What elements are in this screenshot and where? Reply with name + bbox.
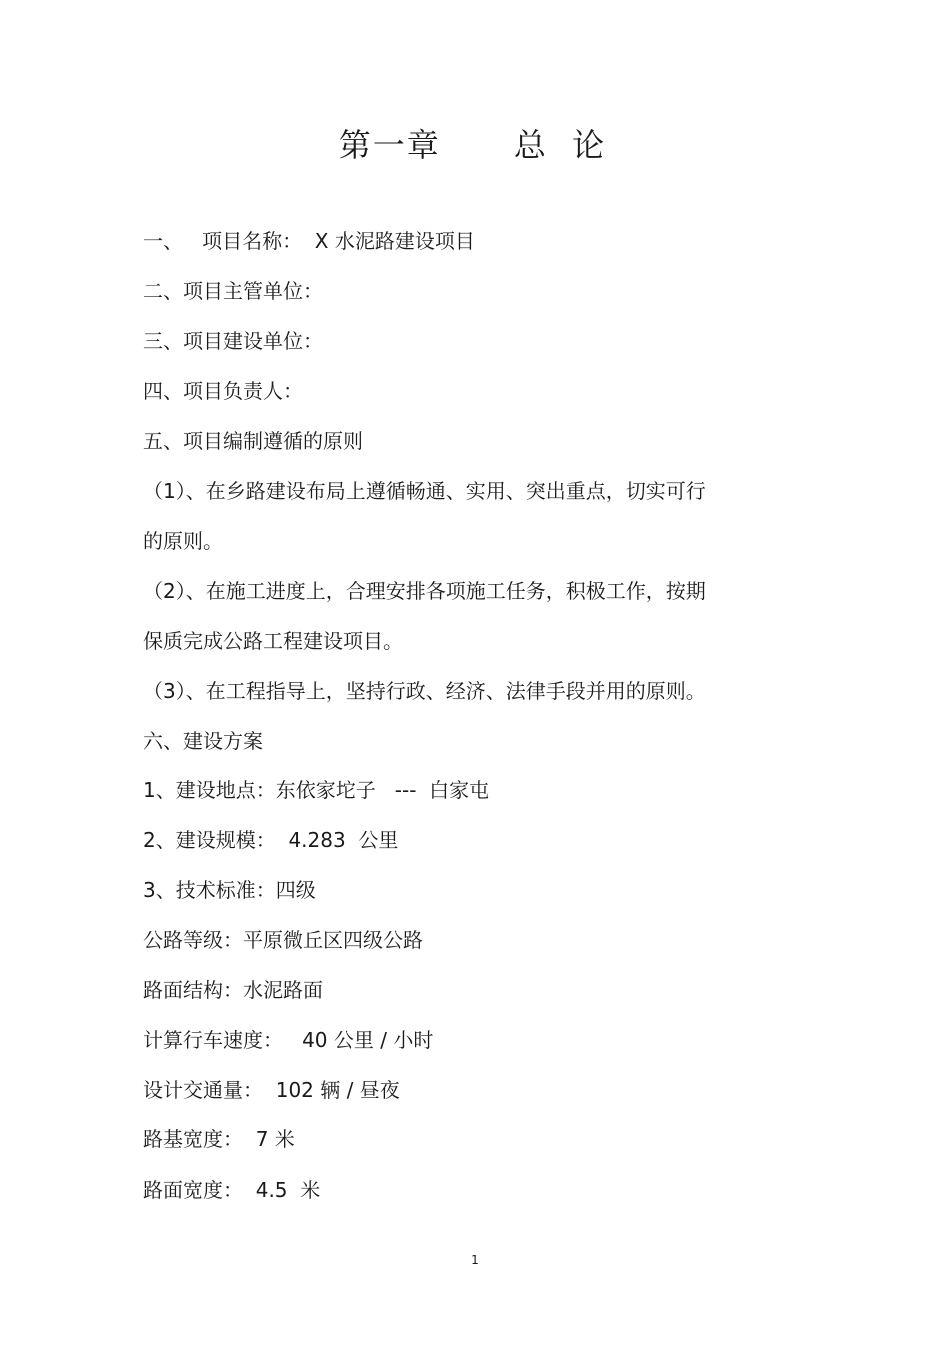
text-line: 三、项目建设单位： bbox=[143, 329, 323, 353]
text-line: 四、项目负责人： bbox=[143, 379, 303, 403]
text-line: （3）、在工程指导上，坚持行政、经济、法律手段并用的原则。 bbox=[143, 679, 706, 703]
text-line: 五、项目编制遵循的原则 bbox=[143, 429, 363, 453]
text-line: 保质完成公路工程建设项目。 bbox=[143, 629, 403, 653]
text-line: 路基宽度： 7 米 bbox=[143, 1127, 295, 1151]
text-line: 的原则。 bbox=[143, 529, 223, 553]
text-line: 路面宽度： 4.5 米 bbox=[143, 1178, 321, 1202]
text-line: （2）、在施工进度上，合理安排各项施工任务，积极工作，按期 bbox=[143, 579, 706, 603]
text-line: 路面结构：水泥路面 bbox=[143, 978, 323, 1002]
text-line: 1、建设地点：东依家坨子 --- 白家屯 bbox=[143, 778, 490, 802]
text-line: 一、 项目名称： X 水泥路建设项目 bbox=[143, 229, 475, 253]
text-line: 3、技术标准：四级 bbox=[143, 878, 316, 902]
text-line: 公路等级：平原微丘区四级公路 bbox=[143, 928, 423, 952]
chapter-title: 第一章 总 论 bbox=[338, 126, 607, 164]
text-line: 2、建设规模： 4.283 公里 bbox=[143, 828, 399, 852]
text-line: 计算行车速度： 40 公里 / 小时 bbox=[143, 1028, 434, 1052]
text-line: 二、项目主管单位： bbox=[143, 279, 323, 303]
text-line: 六、建设方案 bbox=[143, 729, 263, 753]
text-line: （1）、在乡路建设布局上遵循畅通、实用、突出重点，切实可行 bbox=[143, 479, 706, 503]
text-line: 设计交通量： 102 辆 / 昼夜 bbox=[143, 1078, 400, 1102]
page-number: 1 bbox=[471, 1253, 479, 1267]
